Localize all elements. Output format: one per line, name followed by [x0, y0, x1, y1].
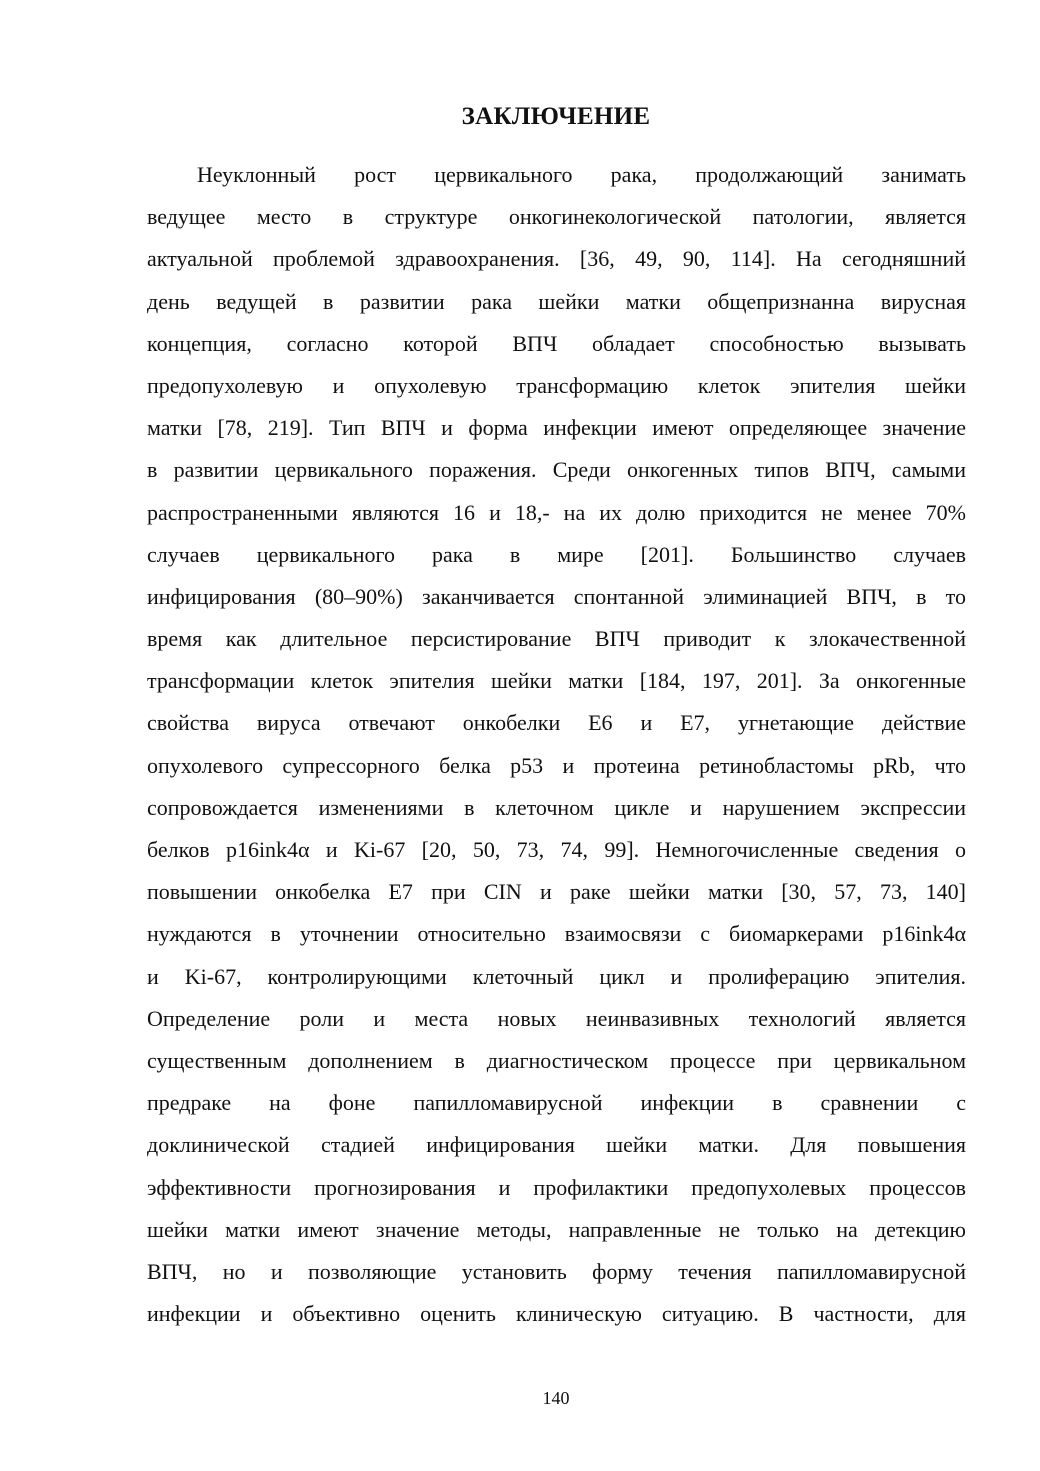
text-line: ВПЧ, но и позволяющие установить форму течения папилломавирусной — [147, 1258, 966, 1284]
text-line: в развитии цервикального поражения. Среди онкогенных типов ВПЧ, самыми — [147, 457, 966, 483]
text-line: случаев цервикального рака в мире [201]. Большинство случаев — [147, 541, 966, 567]
text-line: опухолевого супрессорного белка р53 и протеина ретинобластомы pRb, что — [147, 752, 966, 778]
text-line: эффективности прогнозирования и профилактики предопухолевых процессов — [147, 1174, 966, 1200]
text-line: предопухолевую и опухолевую трансформацию клеток эпителия шейки — [147, 372, 966, 398]
text-line: свойства вируса отвечают онкобелки Е6 и Е7, угнетающие действие — [147, 710, 966, 736]
text-line: доклинической стадией инфицирования шейки матки. Для повышения — [147, 1132, 966, 1158]
conclusion-paragraph — [147, 154, 966, 1335]
text-line: день ведущей в развитии рака шейки матки общепризнанна вирусная — [147, 288, 966, 314]
text-line: предраке на фоне папилломавирусной инфекции в сравнении с — [147, 1090, 966, 1116]
text-line: ведущее место в структуре онкогинекологической патологии, является — [147, 204, 966, 230]
text-line: Определение роли и места новых неинвазивных технологий является — [147, 1005, 966, 1031]
text-line: распространенными являются 16 и 18,- на их долю приходится не менее 70% — [147, 499, 966, 525]
text-line: нуждаются в уточнении относительно взаимосвязи с биомаркерами p16ink4α — [147, 921, 966, 947]
text-line: сопровождается изменениями в клеточном цикле и нарушением экспрессии — [147, 794, 966, 820]
text-line: шейки матки имеют значение методы, направленные не только на детекцию — [147, 1216, 966, 1242]
text-line: Неуклонный рост цервикального рака, продолжающий занимать — [197, 162, 966, 187]
text-line: матки [78, 219]. Тип ВПЧ и форма инфекции имеют определяющее значение — [147, 415, 966, 441]
text-line: инфекции и объективно оценить клиническую ситуацию. В частности, для — [147, 1301, 966, 1327]
text-line: трансформации клеток эпителия шейки матки [184, 197, 201]. За онкогенные — [147, 668, 966, 694]
text-line: повышении онкобелка Е7 при CIN и раке шейки матки [30, 57, 73, 140] — [147, 879, 966, 905]
text-line: актуальной проблемой здравоохранения. [36, 49, 90, 114]. На сегодняшний — [147, 246, 966, 272]
text-line: концепция, согласно которой ВПЧ обладает способностью вызывать — [147, 330, 966, 356]
text-line: и Ki-67, контролирующими клеточный цикл и пролиферацию эпителия. — [147, 963, 966, 989]
text-line: время как длительное персистирование ВПЧ приводит к злокачественной — [147, 626, 966, 652]
text-line: инфицирования (80–90%) заканчивается спонтанной элиминацией ВПЧ, в то — [147, 583, 966, 609]
text-line: существенным дополнением в диагностическом процессе при цервикальном — [147, 1047, 966, 1073]
page-number: 140 — [542, 1388, 570, 1408]
text-line: белков p16ink4α и Ki-67 [20, 50, 73, 74, 99]. Немногочисленные сведения о — [147, 837, 966, 862]
page-heading: ЗАКЛЮЧЕНИЕ — [461, 103, 651, 130]
